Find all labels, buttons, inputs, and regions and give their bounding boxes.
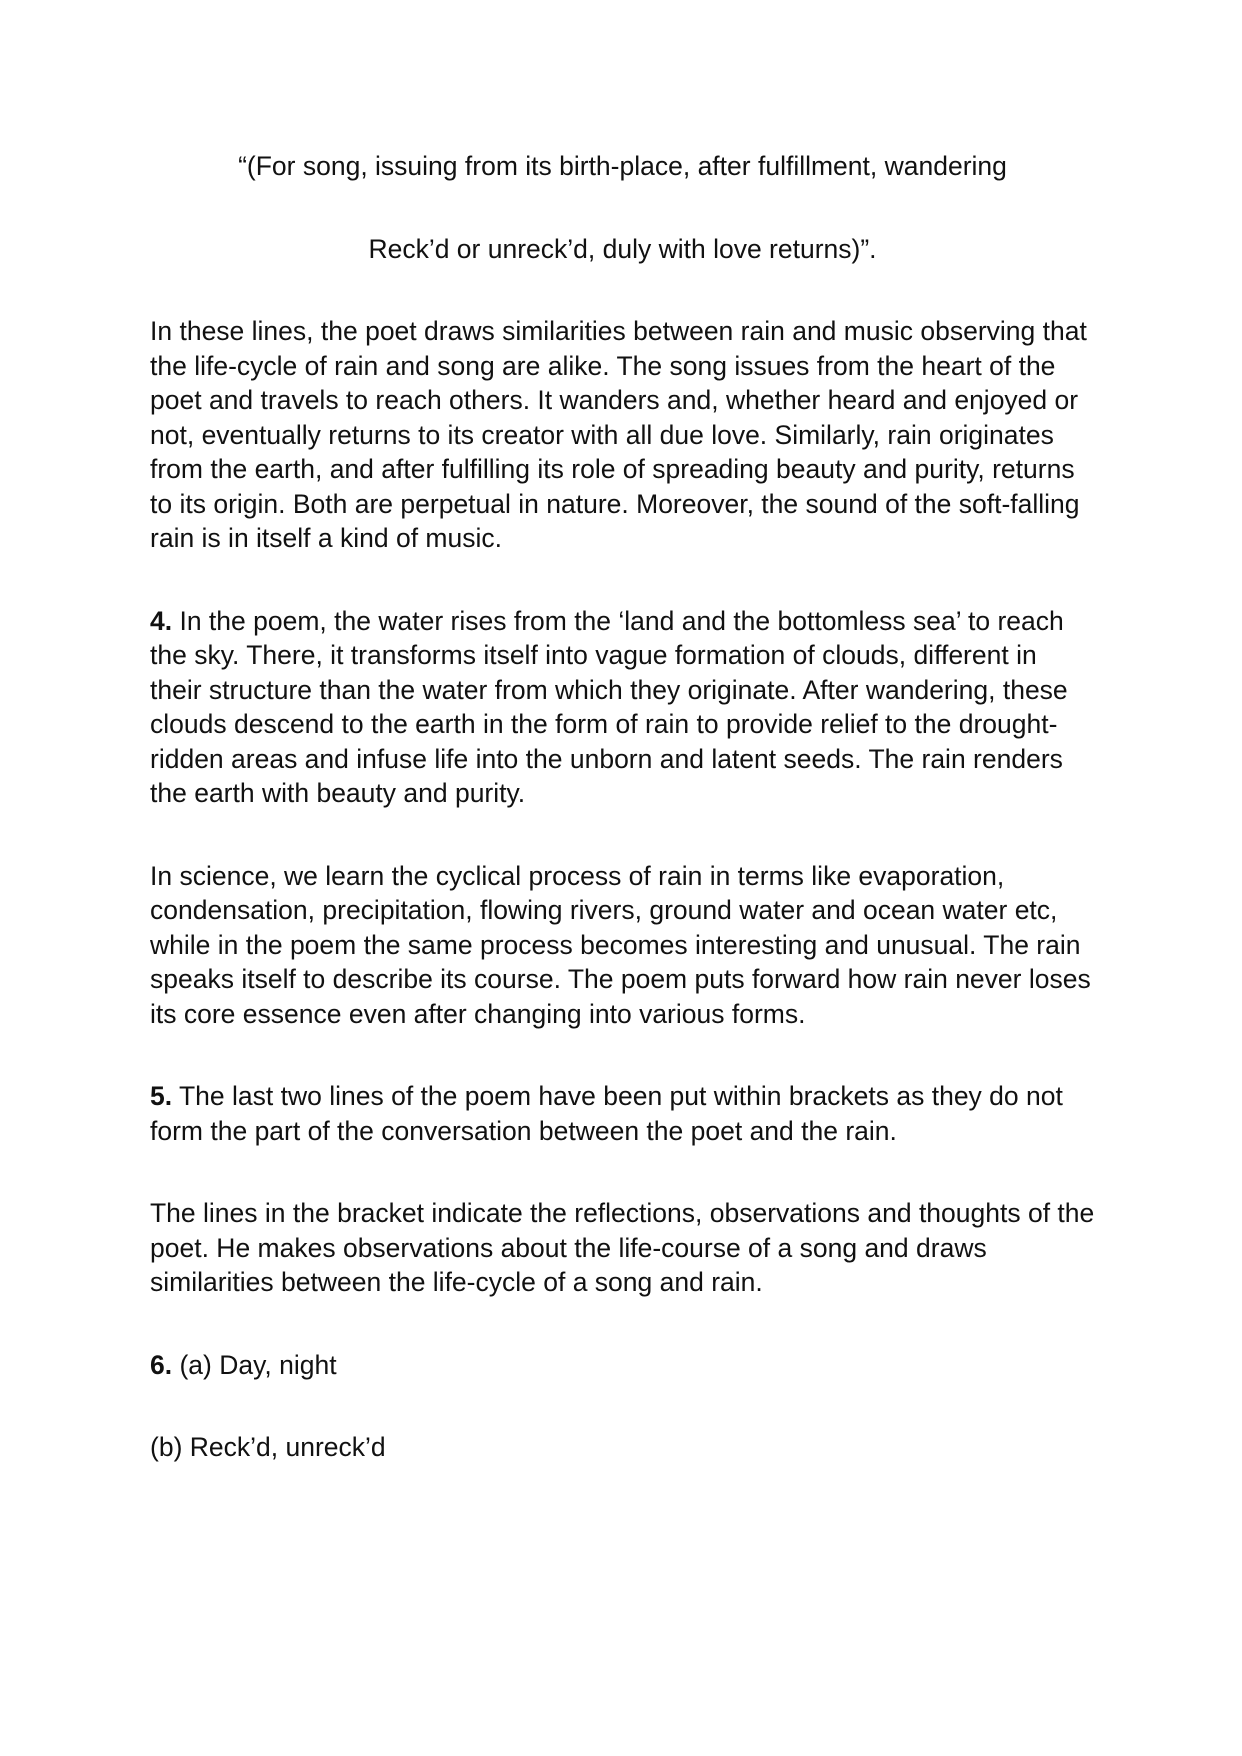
paragraph-brackets: The lines in the bracket indicate the reflections, observations and thoughts of the poet. He makes observations about the life-course of a song and draws similarities between the life-cycle of a song and rain. bbox=[150, 1198, 1095, 1297]
document-body bbox=[150, 149, 1095, 1513]
answer-6b: (b) Reck’d, unreck’d bbox=[150, 1432, 386, 1462]
paragraph-analysis: In these lines, the poet draws similarities between rain and music observing that the life-cycle of rain and song are alike. The song issues from the heart of the poet and travels to reach others. It wanders and, whether heard and enjoyed or not, eventually returns to its creator with all due love. Similarly, rain originates from the earth, and after fulfilling its role of spreading beauty and purity, returns to its origin. Both are perpetual in nature. Moreover, the sound of the soft-falling rain is in itself a kind of music. bbox=[150, 316, 1087, 553]
quote-line-1: “(For song, issuing from its birth-place, after fulfillment, wandering bbox=[238, 151, 1007, 181]
answer-4 bbox=[150, 604, 1095, 811]
answer-4-text: In the poem, the water rises from the ‘land and the bottomless sea’ to reach the sky. There, it transforms itself into vague formation of clouds, different in their structure than the water from which they originate. After wandering, these clouds descend to the earth in the form of rain to provide relief to the drought-ridden areas and infuse life into the unborn and latent seeds. The rain renders the earth with beauty and purity. bbox=[150, 605, 1068, 808]
answer-6a bbox=[150, 1348, 1095, 1383]
answer-5 bbox=[150, 1079, 1095, 1148]
answer-6a-text: (a) Day, night bbox=[172, 1349, 337, 1380]
answer-5-text: The last two lines of the poem have been put within brackets as they do not form the part of the conversation between the poet and the rain. bbox=[150, 1081, 1063, 1146]
answer-4-number: 4. bbox=[150, 605, 173, 636]
answer-5-number: 5. bbox=[150, 1081, 173, 1111]
paragraph-science: In science, we learn the cyclical process of rain in terms like evaporation, condensation, precipitation, flowing rivers, ground water and ocean water etc, while in the poem the same process becomes interesting and unusual. The rain speaks itself to describe its course. The poem puts forward how rain never loses its core essence even after changing into various forms. bbox=[150, 860, 1091, 1029]
quote-line-2: Reck’d or unreck’d, duly with love returns)”. bbox=[368, 233, 877, 264]
answer-6-number: 6. bbox=[150, 1349, 173, 1380]
